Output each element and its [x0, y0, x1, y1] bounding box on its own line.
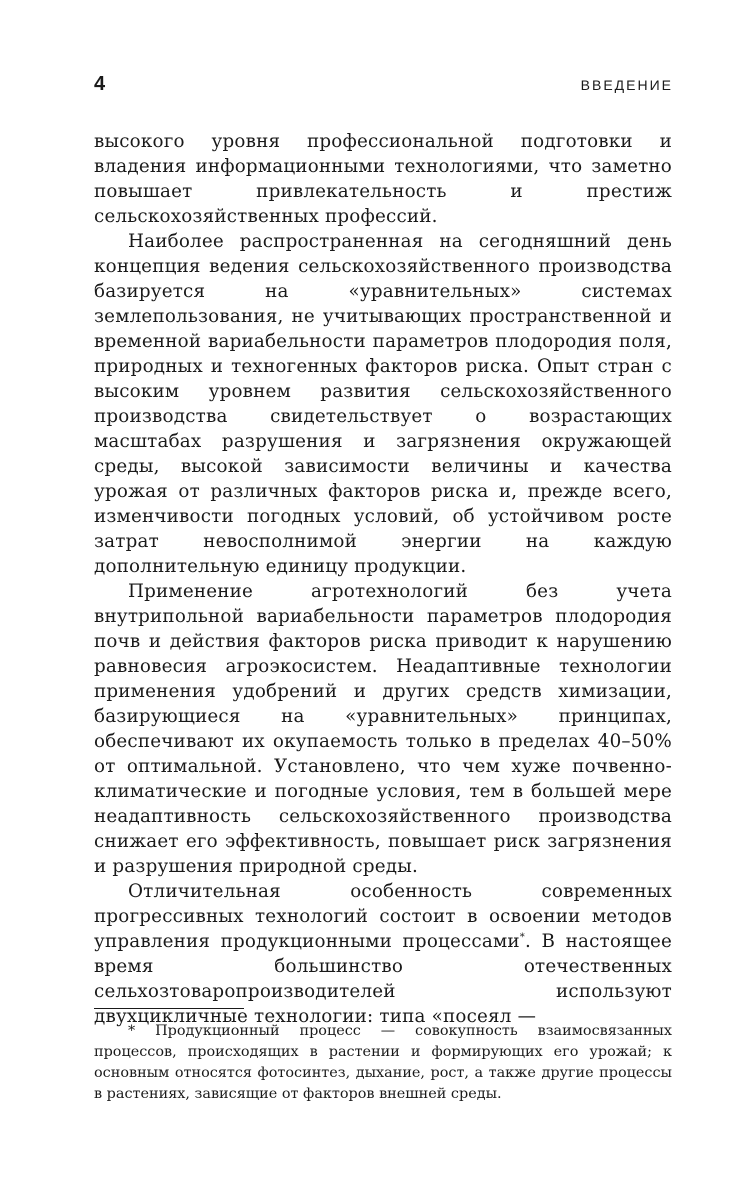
footnote-reference-marker[interactable]: * [519, 931, 525, 943]
body-text [94, 129, 672, 1029]
paragraph-4-text-after-note: . В настоящее время большинство отечественных сельхозтоваропроизводителей используют двухцикличные технологии: типа «посеял — [94, 931, 672, 1027]
footnote-text: * Продукционный процесс — совокупность взаимосвязанных процессов, происходящих в растении и формирующих его урожай; к основным относятся фотосинтез, дыхание, рост, а также другие процессы в растениях, зависящие от факторов внешней среды. [94, 1023, 672, 1102]
paragraph-4-text-before-note: Отличительная особенность современных прогрессивных технологий состоит в освоении методов управления продукционными процессами [94, 881, 672, 952]
page-number: 4 [94, 73, 106, 95]
paragraph-1: высокого уровня профессиональной подготовки и владения информационными технологиями, что заметно повышает привлекательность и престиж сельскохозяйственных профессий. [94, 131, 672, 227]
footnote-divider [94, 1008, 244, 1009]
running-head: ВВЕДЕНИЕ [580, 77, 673, 93]
paragraph-4 [94, 879, 672, 1029]
footnote [94, 1021, 672, 1105]
paragraph-3: Применение агротехнологий без учета внутрипольной вариабельности параметров плодородия почв и действия факторов риска приводит к нарушению равновесия агроэкосистем. Неадаптивные технологии применения удобрений и других средств химизации, базирующиеся на «уравнительных» принципах, обеспечивают их окупаемость только в пределах 40–50% от оптимальной. Установлено, что чем хуже почвенно-климатические и погодные условия, тем в большей мере неадаптивность сельскохозяйственного производства снижает его эффективность, повышает риск загрязнения и разрушения природной среды. [94, 581, 672, 877]
paragraph-2: Наиболее распространенная на сегодняшний день концепция ведения сельскохозяйственного производства базируется на «уравнительных» системах землепользования, не учитывающих пространственной и временной вариабельности параметров плодородия поля, природных и техногенных факторов риска. Опыт стран с высоким уровнем развития сельскохозяйственного производства свидетельствует о возрастающих масштабах разрушения и загрязнения окружающей среды, высокой зависимости величины и качества урожая от различных факторов риска и, прежде всего, изменчивости погодных условий, об устойчивом росте затрат невосполнимой энергии на каждую дополнительную единицу продукции. [94, 231, 672, 577]
